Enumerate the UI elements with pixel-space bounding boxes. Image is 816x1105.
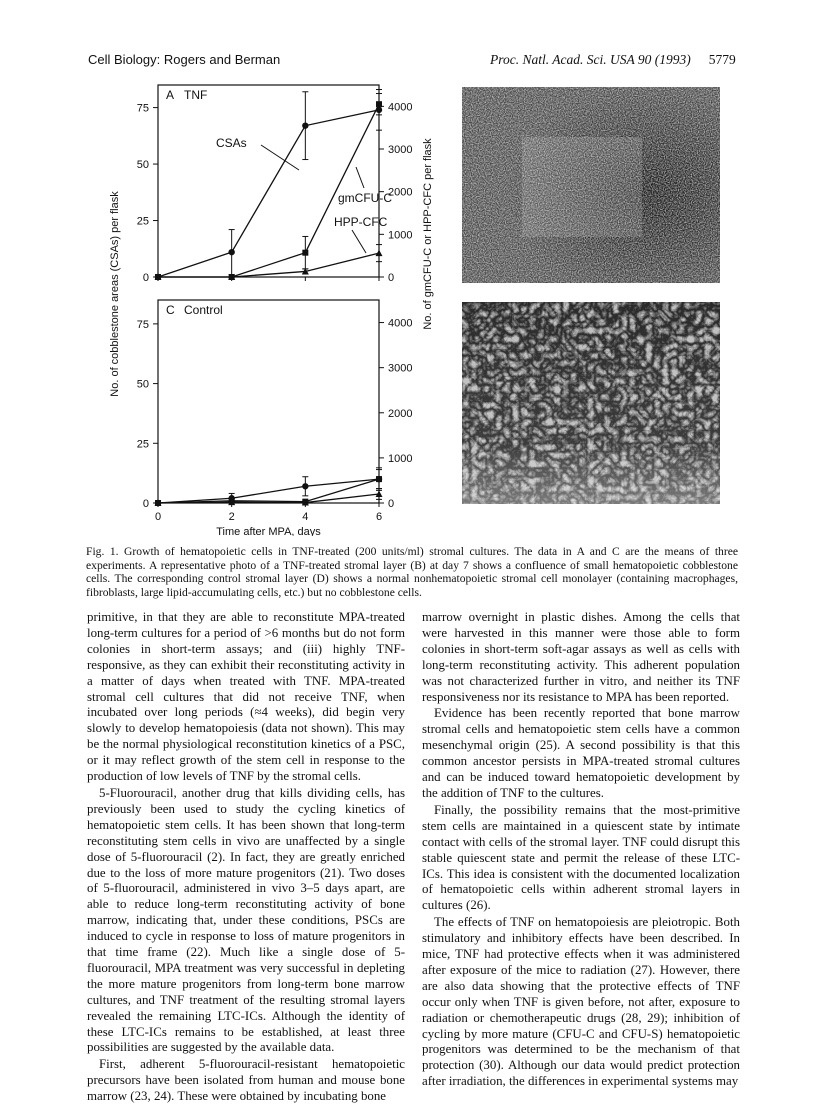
right-tick-label: 1000 <box>388 229 413 242</box>
data-point-csas <box>302 122 308 128</box>
data-point-gmcfu-c <box>376 476 382 482</box>
paragraph: Evidence has been recently reported that bone marrow stromal cells and hematopoietic stem cells have a common mesenchymal origin (25). A second possibility is that this common ancestor persists in MPA-treated stromal cultures and can be induced toward hematopoietic development by the addition of TNF to the cultures. <box>422 706 740 800</box>
paragraph: The effects of TNF on hematopoiesis are pleiotropic. Both stimulatory and inhibitory effects have been described. In mice, TNF had protective effects when it was administered after exposure of the mice to radiation (27). However, there are also data showing that the protective effects of TNF occur only when TNF is given before, not after, exposure to radiation or chemotherapeutic drugs (28, 29); inhibition of cycling by more mature (CFU-C and CFU-S) hematopoietic progenitors was determined to be the mechanism of that protection (30). Although our data would predict protection after irradiation, the differences in experimental systems may <box>422 915 740 1089</box>
paragraph: primitive, in that they are able to reconstitute MPA-treated long-term cultures for a period of >6 months but do not form colonies in short-term assays; and (iii) highly TNF-responsive, as they can exhibit their reconstituting activity in a matter of days when treated with TNF. MPA-treated stromal cell cultures that did not receive TNF, when incubated over long periods (≈4 weeks), did begin very slowly to develop hematopoiesis (data not shown). This may be the normal physiological reconstitution kinetics of a PSC, or it may reflect growth of the stem cell in response to the production of low levels of TNF by the stromal cells. <box>87 610 405 784</box>
running-head-authors: Cell Biology: Rogers and Berman <box>88 52 281 67</box>
x-axis-label: Time after MPA, days <box>216 526 321 536</box>
left-tick-label: 75 <box>136 318 149 331</box>
right-tick-label: 3000 <box>388 144 413 156</box>
y-axis-label-left: No. of cobblestone areas (CSAs) per flask <box>109 191 121 397</box>
right-column <box>422 610 740 1090</box>
right-tick-label: 1000 <box>388 452 413 465</box>
series-label-gmcfu-c: gmCFU-C <box>338 191 392 205</box>
panel-frame <box>158 300 379 503</box>
right-tick-label: 2000 <box>388 186 413 199</box>
series-label-hpp-cfc: HPP-CFC <box>334 215 388 229</box>
paragraph: Finally, the possibility remains that the most-primitive stem cells are maintained in a quiescent state by intimate contact with cells of the stromal layer. TNF could disrupt this stable quiescent state and permit the release of these LTC-ICs. This idea is consistent with the documented localization of hematopoietic cells within adherent stromal layers in cultures (26). <box>422 802 740 913</box>
label-leader <box>356 167 364 188</box>
x-tick-label: 0 <box>154 511 162 523</box>
page-number: 5779 <box>708 52 736 67</box>
panel-title: Control <box>184 303 223 317</box>
paragraph: First, adherent 5-fluorouracil-resistant hematopoietic precursors have been isolated from human and mouse bone marrow (23, 24). These were obtained by incubating bone <box>87 1057 405 1104</box>
x-tick-label: 6 <box>375 511 383 523</box>
label-leader <box>261 145 299 170</box>
right-tick-label: 2000 <box>388 407 413 420</box>
data-point-gmcfu-c <box>302 250 308 256</box>
left-tick-label: 50 <box>136 378 149 391</box>
series-line-csas <box>158 479 379 503</box>
left-tick-label: 0 <box>142 272 149 284</box>
data-point-csas <box>302 483 308 489</box>
panel-frame <box>158 85 379 277</box>
right-tick-label: 3000 <box>388 362 413 375</box>
right-tick-label: 4000 <box>388 317 413 330</box>
journal-citation: Proc. Natl. Acad. Sci. USA 90 (1993) <box>490 52 691 67</box>
left-tick-label: 75 <box>136 102 149 115</box>
paragraph: 5-Fluorouracil, another drug that kills dividing cells, has previously been used to study the cycling kinetics of hematopoietic stem cells. It has been shown that long-term reconstituting stem cells in vivo are unaffected by a single dose of 5-fluorouracil (2). In fact, they are greatly enriched due to the loss of more mature progenitors (21). Two doses of 5-fluorouracil, administered in vivo 3–5 days apart, are able to reduce long-term reconstituting activity of bone marrow, indicating that, under these conditions, PSCs are induced to cycle in response to loss of mature progenitors in that time frame (22). Much like a single dose of 5-fluorouracil, MPA treatment was very successful in depleting the more mature progenitors from long-term bone marrow cultures, and TNF treatment of the resulting stromal layers revealed the remaining LTC-ICs. Although the identity of these LTC-ICs remains to be established, at least three possibilities are suggested by the available data. <box>87 785 405 1055</box>
photo-panel-b <box>462 87 720 283</box>
data-point-gmcfu-c <box>376 101 382 107</box>
series-label-csas: CSAs <box>216 136 247 150</box>
right-tick-label: 0 <box>388 272 395 284</box>
right-tick-label: 0 <box>388 498 395 510</box>
panel-letter: C <box>166 303 175 317</box>
data-point-csas <box>228 249 234 255</box>
running-head-journal <box>490 52 736 68</box>
paragraph: marrow overnight in plastic dishes. Among the cells that were harvested in this manner were those able to form colonies in short-term soft-agar assays as well as cells with long-term reconstituting activity. This adherent population was not characterized further in vitro, and neither its TNF responsiveness nor its resistance to MPA has been reported. <box>422 610 740 704</box>
right-tick-label: 4000 <box>388 101 413 114</box>
y-axis-label-right: No. of gmCFU-C or HPP-CFC per flask <box>422 138 434 330</box>
label-leader <box>352 230 366 253</box>
figure-1-chart <box>96 78 458 536</box>
panel-letter: A <box>166 88 175 102</box>
figure-caption: Fig. 1. Growth of hematopoietic cells in TNF-treated (200 units/ml) stromal cultures. The data in A and C are the means of three experiments. A representative photo of a TNF-treated stromal layer (B) at day 7 shows a confluence of small hematopoietic cobblestone cells. The corresponding control stromal layer (D) shows a normal nonhematopoietic stromal cell monolayer (containing macrophages, fibroblasts, large lipid-accumulating cells, etc.) but no cobblestone cells. <box>86 545 738 599</box>
x-tick-label: 2 <box>228 511 235 523</box>
x-tick-label: 4 <box>302 511 309 523</box>
left-tick-label: 50 <box>136 159 149 172</box>
left-tick-label: 25 <box>136 215 149 228</box>
left-tick-label: 25 <box>136 438 149 451</box>
left-tick-label: 0 <box>142 498 149 510</box>
data-point-hpp-cfc <box>376 250 383 257</box>
left-column <box>87 610 405 1105</box>
photo-panel-d <box>462 302 720 504</box>
panel-title: TNF <box>184 88 208 102</box>
